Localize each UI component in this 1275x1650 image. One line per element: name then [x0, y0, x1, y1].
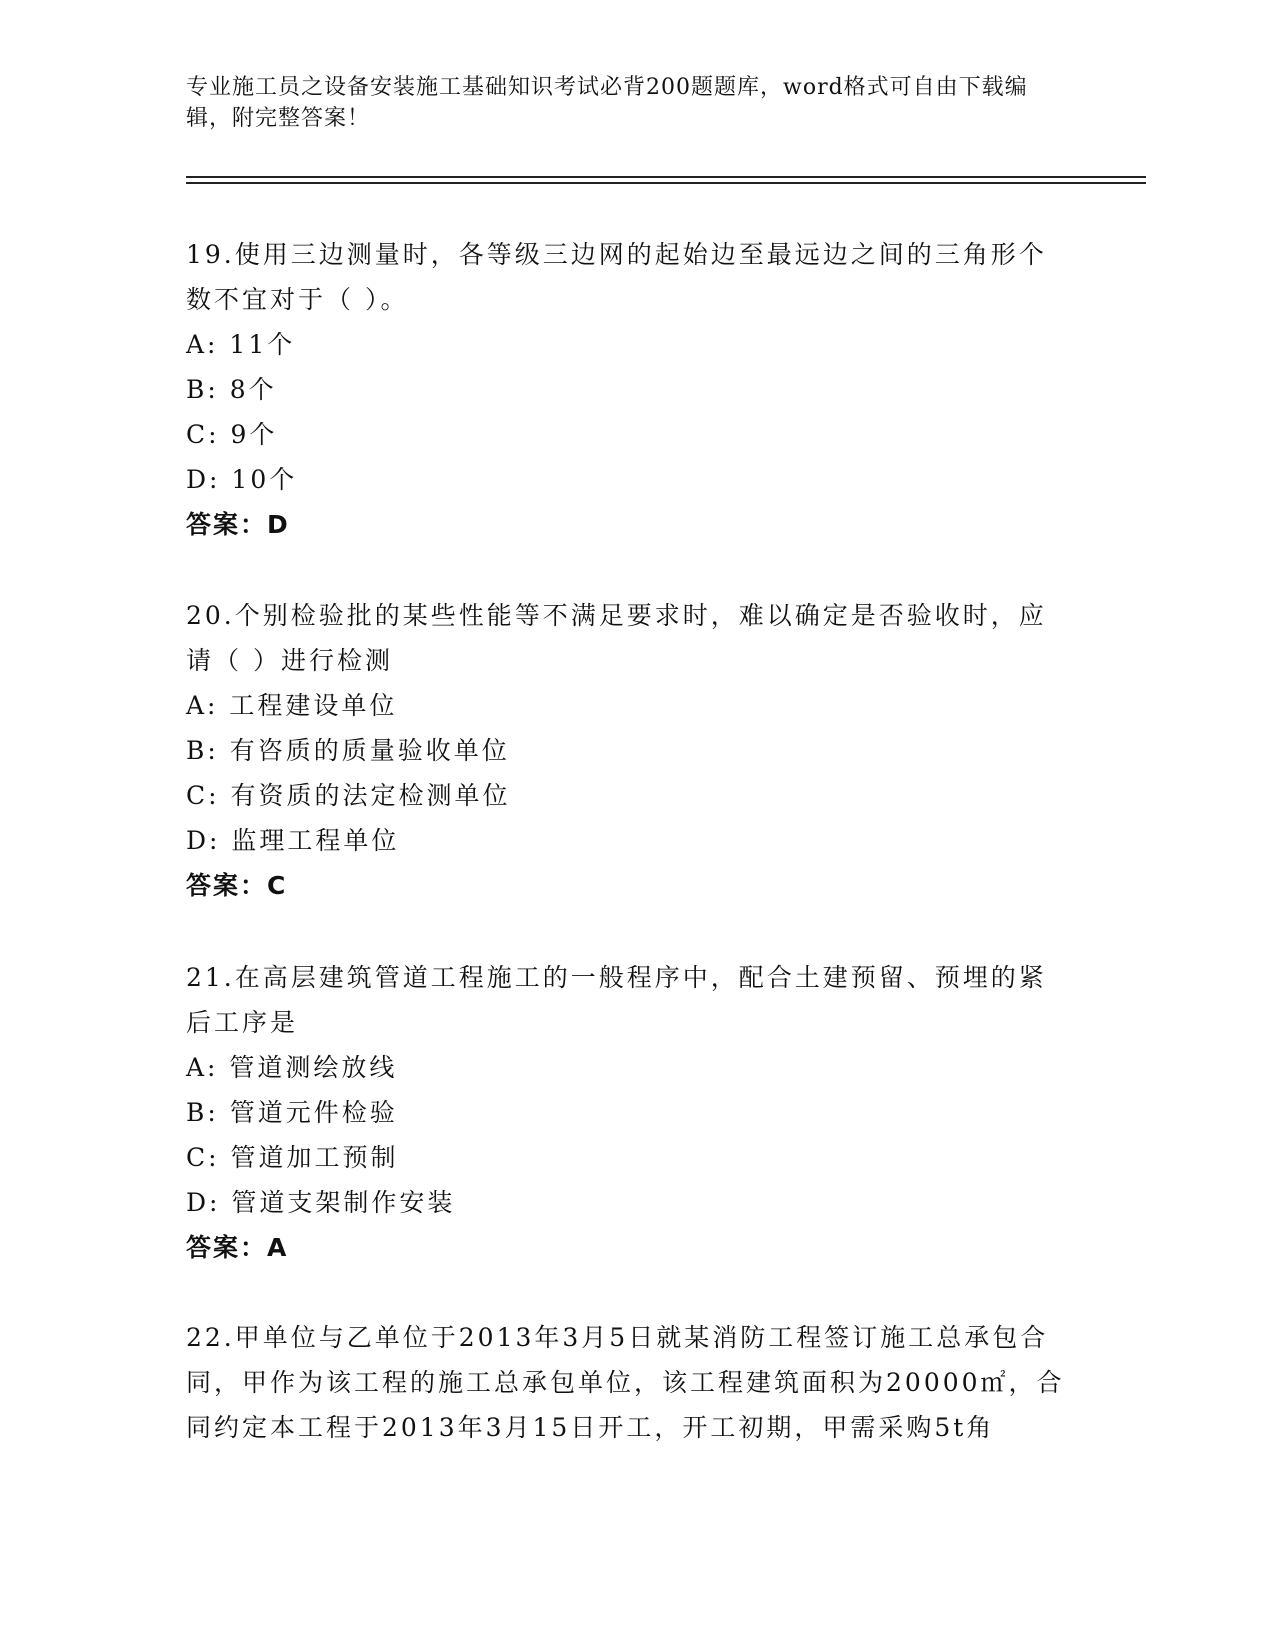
question-20 [186, 593, 1066, 908]
answer: 答案：A [186, 1233, 289, 1262]
option-d: D: 监理工程单位 [186, 826, 400, 855]
question-stem: 22.甲单位与乙单位于2013年3月5日就某消防工程签订施工总承包合同，甲作为该工程的施工总承包单位，该工程建筑面积为20000㎡，合同约定本工程于2013年3月15日开工，开工初期，甲需采购5t角 [186, 1323, 1065, 1442]
question-stem: 19.使用三边测量时，各等级三边网的起始边至最远边之间的三角形个数不宜对于（ ）。 [186, 240, 1047, 314]
option-a: A: 管道测绘放线 [186, 1053, 398, 1082]
question-stem: 21.在高层建筑管道工程施工的一般程序中，配合土建预留、预埋的紧后工序是 [186, 963, 1047, 1037]
header-title: 专业施工员之设备安装施工基础知识考试必背200题题库，word格式可自由下载编辑，附完整答案！ [186, 75, 1028, 131]
option-b: B: 有咨质的质量验收单位 [186, 736, 510, 765]
answer: 答案：C [186, 871, 288, 900]
question-22 [186, 1315, 1066, 1450]
option-c: C: 有资质的法定检测单位 [186, 781, 511, 810]
option-d: D: 管道支架制作安装 [186, 1188, 456, 1217]
question-21 [186, 955, 1066, 1270]
option-b: B: 8个 [186, 375, 277, 404]
answer: 答案：D [186, 510, 290, 539]
question-19 [186, 232, 1066, 547]
option-a: A: 工程建设单位 [186, 691, 398, 720]
header-divider-top [186, 176, 1146, 178]
header-divider-bottom [186, 182, 1146, 184]
option-c: C: 9个 [186, 420, 278, 449]
option-b: B: 管道元件检验 [186, 1098, 398, 1127]
option-d: D: 10个 [186, 465, 298, 494]
document-header [186, 72, 1066, 134]
option-c: C: 管道加工预制 [186, 1143, 399, 1172]
question-stem: 20.个别检验批的某些性能等不满足要求时，难以确定是否验收时，应请（ ）进行检测 [186, 601, 1047, 675]
option-a: A: 11个 [186, 330, 296, 359]
